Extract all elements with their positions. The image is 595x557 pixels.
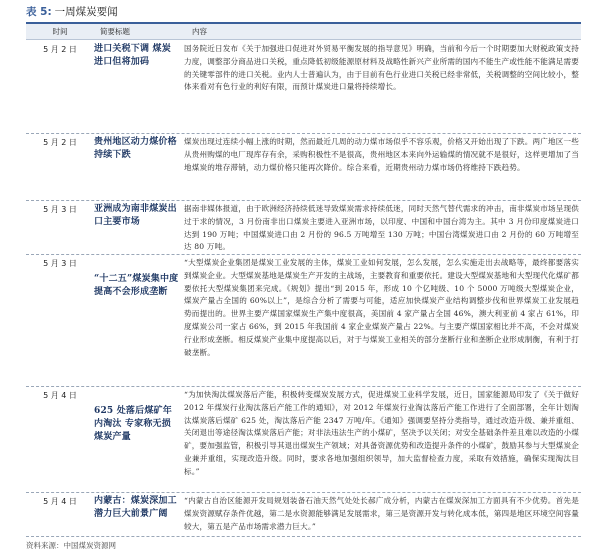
header-time: 时间 (52, 27, 68, 36)
row-title: “十二五”煤炭集中度提高不会形成垄断 (94, 274, 179, 297)
source-note: 资料来源：中国煤炭资源网 (26, 541, 116, 550)
row-content: 煤炭出现过连续小幅上涨的时期，然而最近几周的动力煤市场似乎不容乐观，价格又开始出现了下跌。两广地区一些从贵州购煤的电厂现库存有余，采购积极性不是很高，贵州地区本来向外运输煤的情况就不是很好，这样更增加了当地煤炭的堆存滞销，动力煤价格只能再次降价。综合来看，近期贵州动力煤市场仍将维持下跌趋势。 (184, 137, 579, 172)
table-row (26, 41, 581, 134)
table-row (26, 134, 581, 201)
table-row (26, 493, 581, 537)
table-row (26, 255, 581, 387)
table-caption (26, 4, 118, 19)
news-table (26, 22, 581, 531)
header-event: 简要标题 (100, 27, 130, 36)
row-time: 5 月 4 日 (43, 497, 77, 506)
row-content: “大型煤炭企业集团是煤炭工业发展的主体，煤炭工业如何发展，怎么发展，怎么实施走出去战略等，最终都要落实到煤炭企业。大型煤炭基地是煤炭生产开发的主战场，主要教育和重要依托。建设大型煤炭基地和大型现代化煤矿都要依托大型煤炭集团来完成。《规划》提出“到 2015 年，形成 10 个亿吨级、10 个 5000 万吨级大型煤炭企业，煤炭产量占全国的 60%以上”，是综合分析了需要与可能，适应加快煤炭产业结构调整步伐和世界煤炭工业发展趋势而提出的。世界主要产煤国家煤炭生产集中度很高，美国前 4 家产量占全国 46%，澳大利亚前 4 家占 61%，印度煤炭公司一家占 66%，到 2015 年我国前 4 家企业煤炭产量占 22%。与主要产煤国家相比并不高，不会对煤炭行业形成垄断。相反煤炭产业集中度提高以后，对于与煤炭工业相关的部分垄断行业和垄断企业形成制衡，有利于打破垄断。 (184, 258, 579, 357)
row-content: “为加快淘汰煤炭落后产能，积极转变煤炭发展方式，促进煤炭工业科学发展，近日，国家能源局印发了《关于做好 2012 年煤炭行业淘汰落后产能工作的通知》，对 2012 年煤炭行业淘汰落后产能工作进行了全面部署，全年计划淘汰煤炭落后煤矿 625 处，淘汰落后产能 2347 万吨/年。《通知》强调要坚持分类指导，通过改造升级、兼并重组、关闭退出等途径淘汰煤炭落后产能；对非法违法生产的小煤矿，坚决予以关闭；对安全基础条件差且难以改造的小煤矿，要加强监管，积极引导其退出煤炭生产领域；对具备资源优势和改造提升条件的小煤矿，鼓励其参与大型煤炭企业兼并重组，实现改造升级。同时，要求各地加强组织领导，加大监督检查力度，采取有效措施，确保实现淘汰目标。” (184, 390, 579, 476)
row-time: 5 月 3 日 (43, 205, 77, 214)
row-time: 5 月 3 日 (43, 259, 77, 268)
row-title: 亚洲成为南非煤炭出口主要市场 (94, 204, 177, 227)
row-time: 5 月 4 日 (43, 391, 77, 400)
header-content: 内容 (192, 27, 207, 36)
caption-title: 一周煤炭要闻 (54, 6, 118, 18)
table-row (26, 387, 581, 493)
row-content: 国务院近日发布《关于加强进口促进对外贸易平衡发展的指导意见》明确，当前和今后一个时期要加大财税政策支持力度，调整部分商品进口关税，重点降低初级能源原材料及战略性新兴产业所需的国内不能生产或性能不能满足需要的关键零部件的进口关税。业内人士普遍认为，由于目前有色行业进口关税已经非常低，关税调整的空间比较小，整体来看对有色行业的利好有限，而预计煤炭进口量将持续增长。 (184, 44, 579, 92)
row-title: 贵州地区动力煤价格持续下跌 (94, 137, 177, 160)
table-row (26, 201, 581, 255)
caption-label: 表 5: (26, 6, 52, 18)
row-time: 5 月 2 日 (43, 138, 77, 147)
row-time: 5 月 2 日 (43, 45, 77, 54)
row-title: 进口关税下调 煤炭进口但将加码 (94, 44, 171, 67)
row-title: 内蒙古：煤炭深加工潜力巨大前景广阔 (94, 496, 177, 519)
row-title: 625 处落后煤矿年内淘汰 专家称无损煤炭产量 (94, 406, 172, 442)
row-content: “内蒙古自治区能源开发局规划装备石油天然气处处长郝广成分析，内蒙古在煤炭深加工方面具有不少优势。首先是煤炭资源赋存条件优越，第二是水资源能够满足发展需求，第三是资源开发与转化成本低，第四是地区环境空间容量较大，第五是产品市场需求潜力巨大。” (184, 496, 579, 531)
table-header (26, 24, 581, 40)
row-content: 据南非媒体报道，由于欧洲经济持续低迷导致煤炭需求持续低迷，同时天然气替代需求的冲击，南非煤炭市场呈现供过于求的情况，3 月份南非出口煤炭主要进入亚洲市场，以印度、中国和中国台湾为主。其中 3 月份印度煤炭进口达到 190 万吨；中国煤炭进口由 2 月份的 96.5 万吨增至 130 万吨；中国台湾煤炭进口由 2 月份的 60 万吨增至达 80 万吨。 (184, 204, 579, 252)
